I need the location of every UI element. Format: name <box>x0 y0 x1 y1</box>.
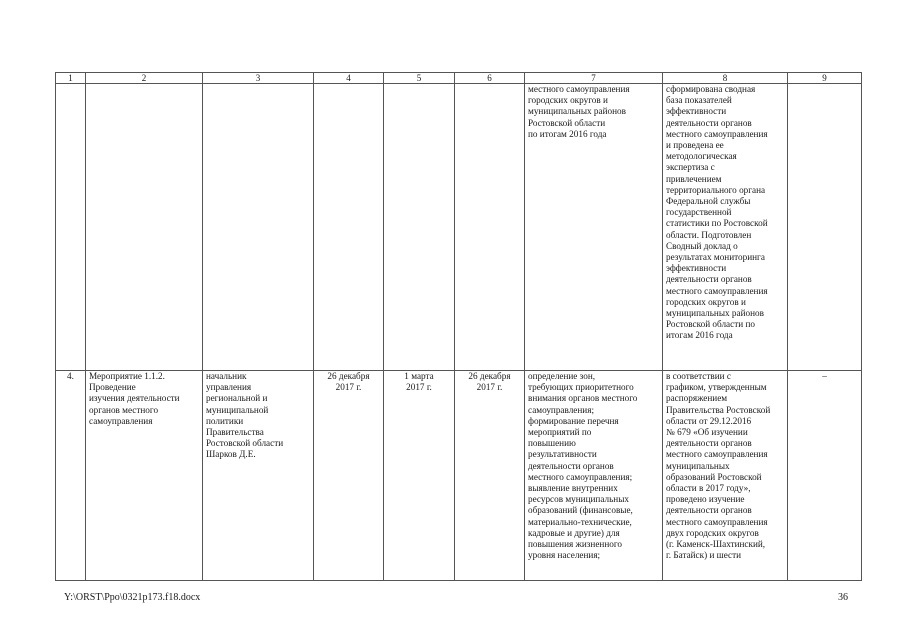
cell-text-line: политики <box>206 415 244 426</box>
cell-text-line: Сводный доклад о <box>666 240 738 251</box>
cell-text-line: итогам 2016 года <box>666 330 733 341</box>
deviation-reason-cell: – <box>788 371 862 581</box>
cell-text-line: база показателей <box>666 95 732 106</box>
cell-text-line: распоряжением <box>666 393 728 404</box>
cell-text-line: ресурсов муниципальных <box>528 494 629 505</box>
cell-text-line: территориального органа <box>666 184 766 195</box>
schedule-table <box>55 72 862 581</box>
column-number-row <box>56 73 862 84</box>
table-row-item-4 <box>56 371 862 581</box>
cell-text-line: муниципальных районов <box>666 308 764 319</box>
cell-text-line: двух городских округов <box>666 527 759 538</box>
cell-text-line: Мероприятие 1.1.2. <box>89 371 165 381</box>
cell-text-line: кадровые и другие) для <box>528 527 620 538</box>
expected-result-cell <box>525 371 663 581</box>
cell-text-line: экспертиза с <box>666 162 715 173</box>
column-number: 7 <box>525 73 663 84</box>
cell-text-line: органов местного <box>89 404 159 415</box>
cell-text-line: повышения жизненного <box>528 539 622 550</box>
cell-text-line: № 679 «Об изучении <box>666 427 748 438</box>
cell-text-line: самоуправления; <box>528 404 594 415</box>
cell-text-line: определение зон, <box>528 371 596 381</box>
cell-text-line: повышению <box>528 438 576 449</box>
cell-text-line: области. Подготовлен <box>666 229 752 240</box>
expected-result-cell <box>525 84 663 371</box>
cell-text-line: управления <box>206 382 252 393</box>
cell-text-line: образований Ростовской <box>666 471 762 482</box>
cell-text-line: самоуправления <box>89 415 153 426</box>
column-number: 6 <box>455 73 525 84</box>
cell-text-line: (г. Каменск-Шахтинский, <box>666 539 766 550</box>
column-number: 8 <box>663 73 788 84</box>
responsible-executor-cell <box>203 371 314 581</box>
cell-text-line: 2017 г. <box>406 382 432 393</box>
cell-text-line: внимания органов местного <box>528 393 638 404</box>
cell-text-line: 2017 г. <box>335 382 362 393</box>
cell-text-line: местного самоуправления <box>666 285 768 296</box>
cell-text-line: деятельности органов <box>666 438 752 449</box>
cell-text-line: начальник <box>206 371 247 381</box>
cell-text-line: требующих приоритетного <box>528 382 634 393</box>
cell-text-line: эффективности <box>666 263 727 274</box>
cell-text-line: уровня населения; <box>528 550 601 561</box>
cell-text-line: Проведение <box>89 382 136 393</box>
activity-name-cell <box>86 371 203 581</box>
cell-text-line: муниципальных районов <box>528 106 626 117</box>
cell-text-line: формирование перечня <box>528 415 619 426</box>
cell-text-line: Правительства <box>206 427 264 438</box>
column-number: 1 <box>56 73 86 84</box>
cell-text-line: проведено изучение <box>666 494 745 505</box>
cell-text-line: материально-технические, <box>528 516 632 527</box>
cell-text-line: методологическая <box>666 151 737 162</box>
cell-text-line: местного самоуправления <box>528 84 630 94</box>
cell-text-line: по итогам 2016 года <box>528 128 607 139</box>
cell-text-line: Правительства Ростовской <box>666 404 771 415</box>
column-number: 4 <box>314 73 384 84</box>
cell-text-line: государственной <box>666 207 732 218</box>
actual-result-cell <box>663 371 788 581</box>
actual-end-date-cell <box>455 371 525 581</box>
cell-text-line: и проведена ее <box>666 140 724 151</box>
actual-result-cell <box>663 84 788 371</box>
cell-text-line: графиком, утвержденным <box>666 382 767 393</box>
cell-text-line: г. Батайск) и шести <box>666 550 742 561</box>
column-number: 9 <box>788 73 862 84</box>
cell-text-line: 1 марта <box>404 371 434 381</box>
cell-text-line: муниципальной <box>206 404 269 415</box>
cell-text-line: местного самоуправления <box>666 516 768 527</box>
file-path-footer: Y:\ORST\Ppo\0321p173.f18.docx <box>64 592 201 603</box>
cell-text-line: деятельности органов <box>528 460 614 471</box>
cell-text-line: сформирована сводная <box>666 84 756 94</box>
cell-text-line: Федеральной службы <box>666 196 751 207</box>
cell-text-line: области от 29.12.2016 <box>666 415 752 426</box>
cell-text-line: 26 декабря <box>468 371 511 381</box>
column-number: 2 <box>86 73 203 84</box>
cell-text-line: деятельности органов <box>666 505 752 516</box>
cell-text-line: 26 декабря <box>327 371 370 381</box>
cell-text-line: Шарков Д.Е. <box>206 449 256 460</box>
row-number: 4. <box>56 371 86 581</box>
cell-text-line: результатах мониторинга <box>666 252 765 263</box>
cell-text-line: эффективности <box>666 106 727 117</box>
actual-start-date-cell <box>384 371 455 581</box>
cell-text-line: Ростовской области <box>528 117 606 128</box>
cell-text-line: 2017 г. <box>476 382 503 393</box>
cell-text-line: в соответствии с <box>666 371 731 381</box>
cell-text-line: области в 2017 году», <box>666 483 751 494</box>
cell-text-line: результативности <box>528 449 597 460</box>
cell-text-line: Ростовской области по <box>666 319 755 330</box>
table-row-continued <box>56 84 862 371</box>
cell-text-line: местного самоуправления <box>666 128 768 139</box>
cell-text-line: региональной и <box>206 393 268 404</box>
cell-text-line: привлечением <box>666 173 722 184</box>
cell-text-line: деятельности органов <box>666 117 752 128</box>
cell-text-line: Ростовской области <box>206 438 284 449</box>
page-number: 36 <box>838 592 848 603</box>
cell-text-line: деятельности органов <box>666 274 752 285</box>
cell-text-line: городских округов и <box>666 296 746 307</box>
cell-text-line: местного самоуправления; <box>528 471 633 482</box>
cell-text-line: мероприятий по <box>528 427 592 438</box>
cell-text-line: местного самоуправления <box>666 449 768 460</box>
planned-end-date-cell <box>314 371 384 581</box>
cell-text-line: муниципальных <box>666 460 730 471</box>
cell-text-line: изучения деятельности <box>89 393 180 404</box>
cell-text-line: городских округов и <box>528 95 608 106</box>
column-number: 3 <box>203 73 314 84</box>
cell-text-line: статистики по Ростовской <box>666 218 768 229</box>
column-number: 5 <box>384 73 455 84</box>
cell-text-line: выявление внутренних <box>528 483 618 494</box>
cell-text-line: образований (финансовые, <box>528 505 633 516</box>
